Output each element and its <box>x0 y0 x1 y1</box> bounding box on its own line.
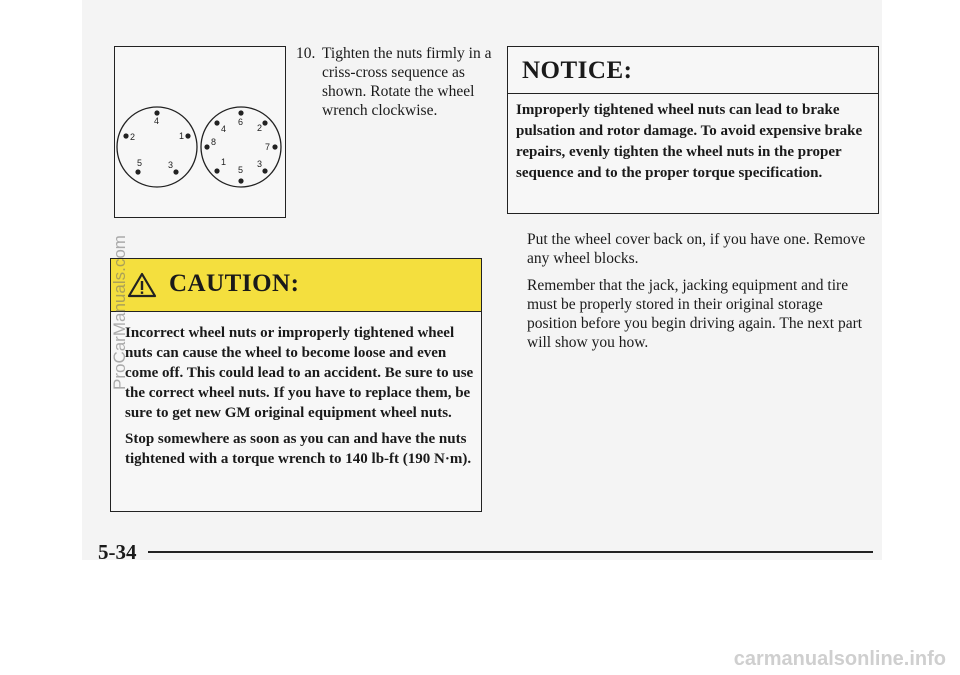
wheel-8-nut-1 <box>214 168 219 173</box>
wheel-8-label-7: 7 <box>265 142 271 152</box>
page-number: 5-34 <box>98 540 137 564</box>
wheel-8-nut-6 <box>238 110 243 115</box>
wheel-8-nut-8 <box>204 144 209 149</box>
wheel-5-nut-5 <box>135 169 140 174</box>
wheel-5-label-1: 1 <box>179 131 185 141</box>
lug-nut-diagram <box>115 47 285 217</box>
wheel-5-label-2: 2 <box>130 132 136 142</box>
side-watermark: ProCarManuals.com <box>110 235 129 390</box>
wheel-5-label-4: 4 <box>154 116 160 126</box>
notice-title: NOTICE: <box>522 57 633 84</box>
paragraph-wheel-cover: Put the wheel cover back on, if you have one. Remove any wheel blocks. <box>527 231 866 267</box>
wheel-8-nut-2 <box>262 120 267 125</box>
caution-paragraph-2: Stop somewhere as soon as you can and have the nuts tightened with a torque wrench to 140 lb-ft (190 N·m). <box>125 431 472 467</box>
caution-body <box>125 323 475 475</box>
wheel-8-nut-7 <box>272 144 277 149</box>
wheel-8-nut-5 <box>238 178 243 183</box>
lug-nut-sequence-figure <box>114 46 286 218</box>
notice-box <box>507 46 879 214</box>
wheel-8-label-1: 1 <box>221 157 227 167</box>
wheel-5-nut-4 <box>154 110 159 115</box>
caution-header <box>111 259 481 312</box>
paragraph-jack-storage: Remember that the jack, jacking equipment and tire must be properly stored in their original storage position before you begin driving again. The next part will show you how. <box>527 277 863 351</box>
bottom-watermark: carmanualsonline.info <box>733 648 946 670</box>
wheel-8-label-4: 4 <box>221 124 227 134</box>
caution-box <box>110 258 482 512</box>
wheel-5-label-3: 3 <box>168 160 174 170</box>
wheel-8-nut-4 <box>214 120 219 125</box>
notice-body: Improperly tightened wheel nuts can lead to brake pulsation and rotor damage. To avoid expensive brake repairs, evenly tighten the wheel nuts in the proper sequence and to the proper torque specification. <box>516 102 863 181</box>
wheel-8-nut-3 <box>262 168 267 173</box>
step-number: 10. <box>296 45 316 62</box>
warning-triangle-icon <box>127 272 157 298</box>
step-text: Tighten the nuts firmly in a criss-cross sequence as shown. Rotate the wheel wrench clockwise. <box>322 45 492 119</box>
wheel-8-label-8: 8 <box>211 137 217 147</box>
footer-rule <box>148 551 873 553</box>
wheel-8-label-6: 6 <box>238 117 244 127</box>
wheel-5-nut-2 <box>123 133 128 138</box>
wheel-5-label-5: 5 <box>137 158 143 168</box>
notice-header <box>508 47 878 94</box>
caution-title: CAUTION: <box>169 270 300 297</box>
body-paragraphs <box>527 230 872 360</box>
caution-paragraph-1: Incorrect wheel nuts or improperly tightened wheel nuts can cause the wheel to become loose and even come off. This could lead to an accident. Be sure to use the correct wheel nuts. If you have to replace them, be sure to get new GM original equipment wheel nuts. <box>125 325 474 421</box>
wheel-8-label-2: 2 <box>257 123 263 133</box>
wheel-8-label-3: 3 <box>257 159 263 169</box>
wheel-5-nut-1 <box>185 133 190 138</box>
wheel-5-nut-3 <box>173 169 178 174</box>
wheel-8-label-5: 5 <box>238 165 244 175</box>
